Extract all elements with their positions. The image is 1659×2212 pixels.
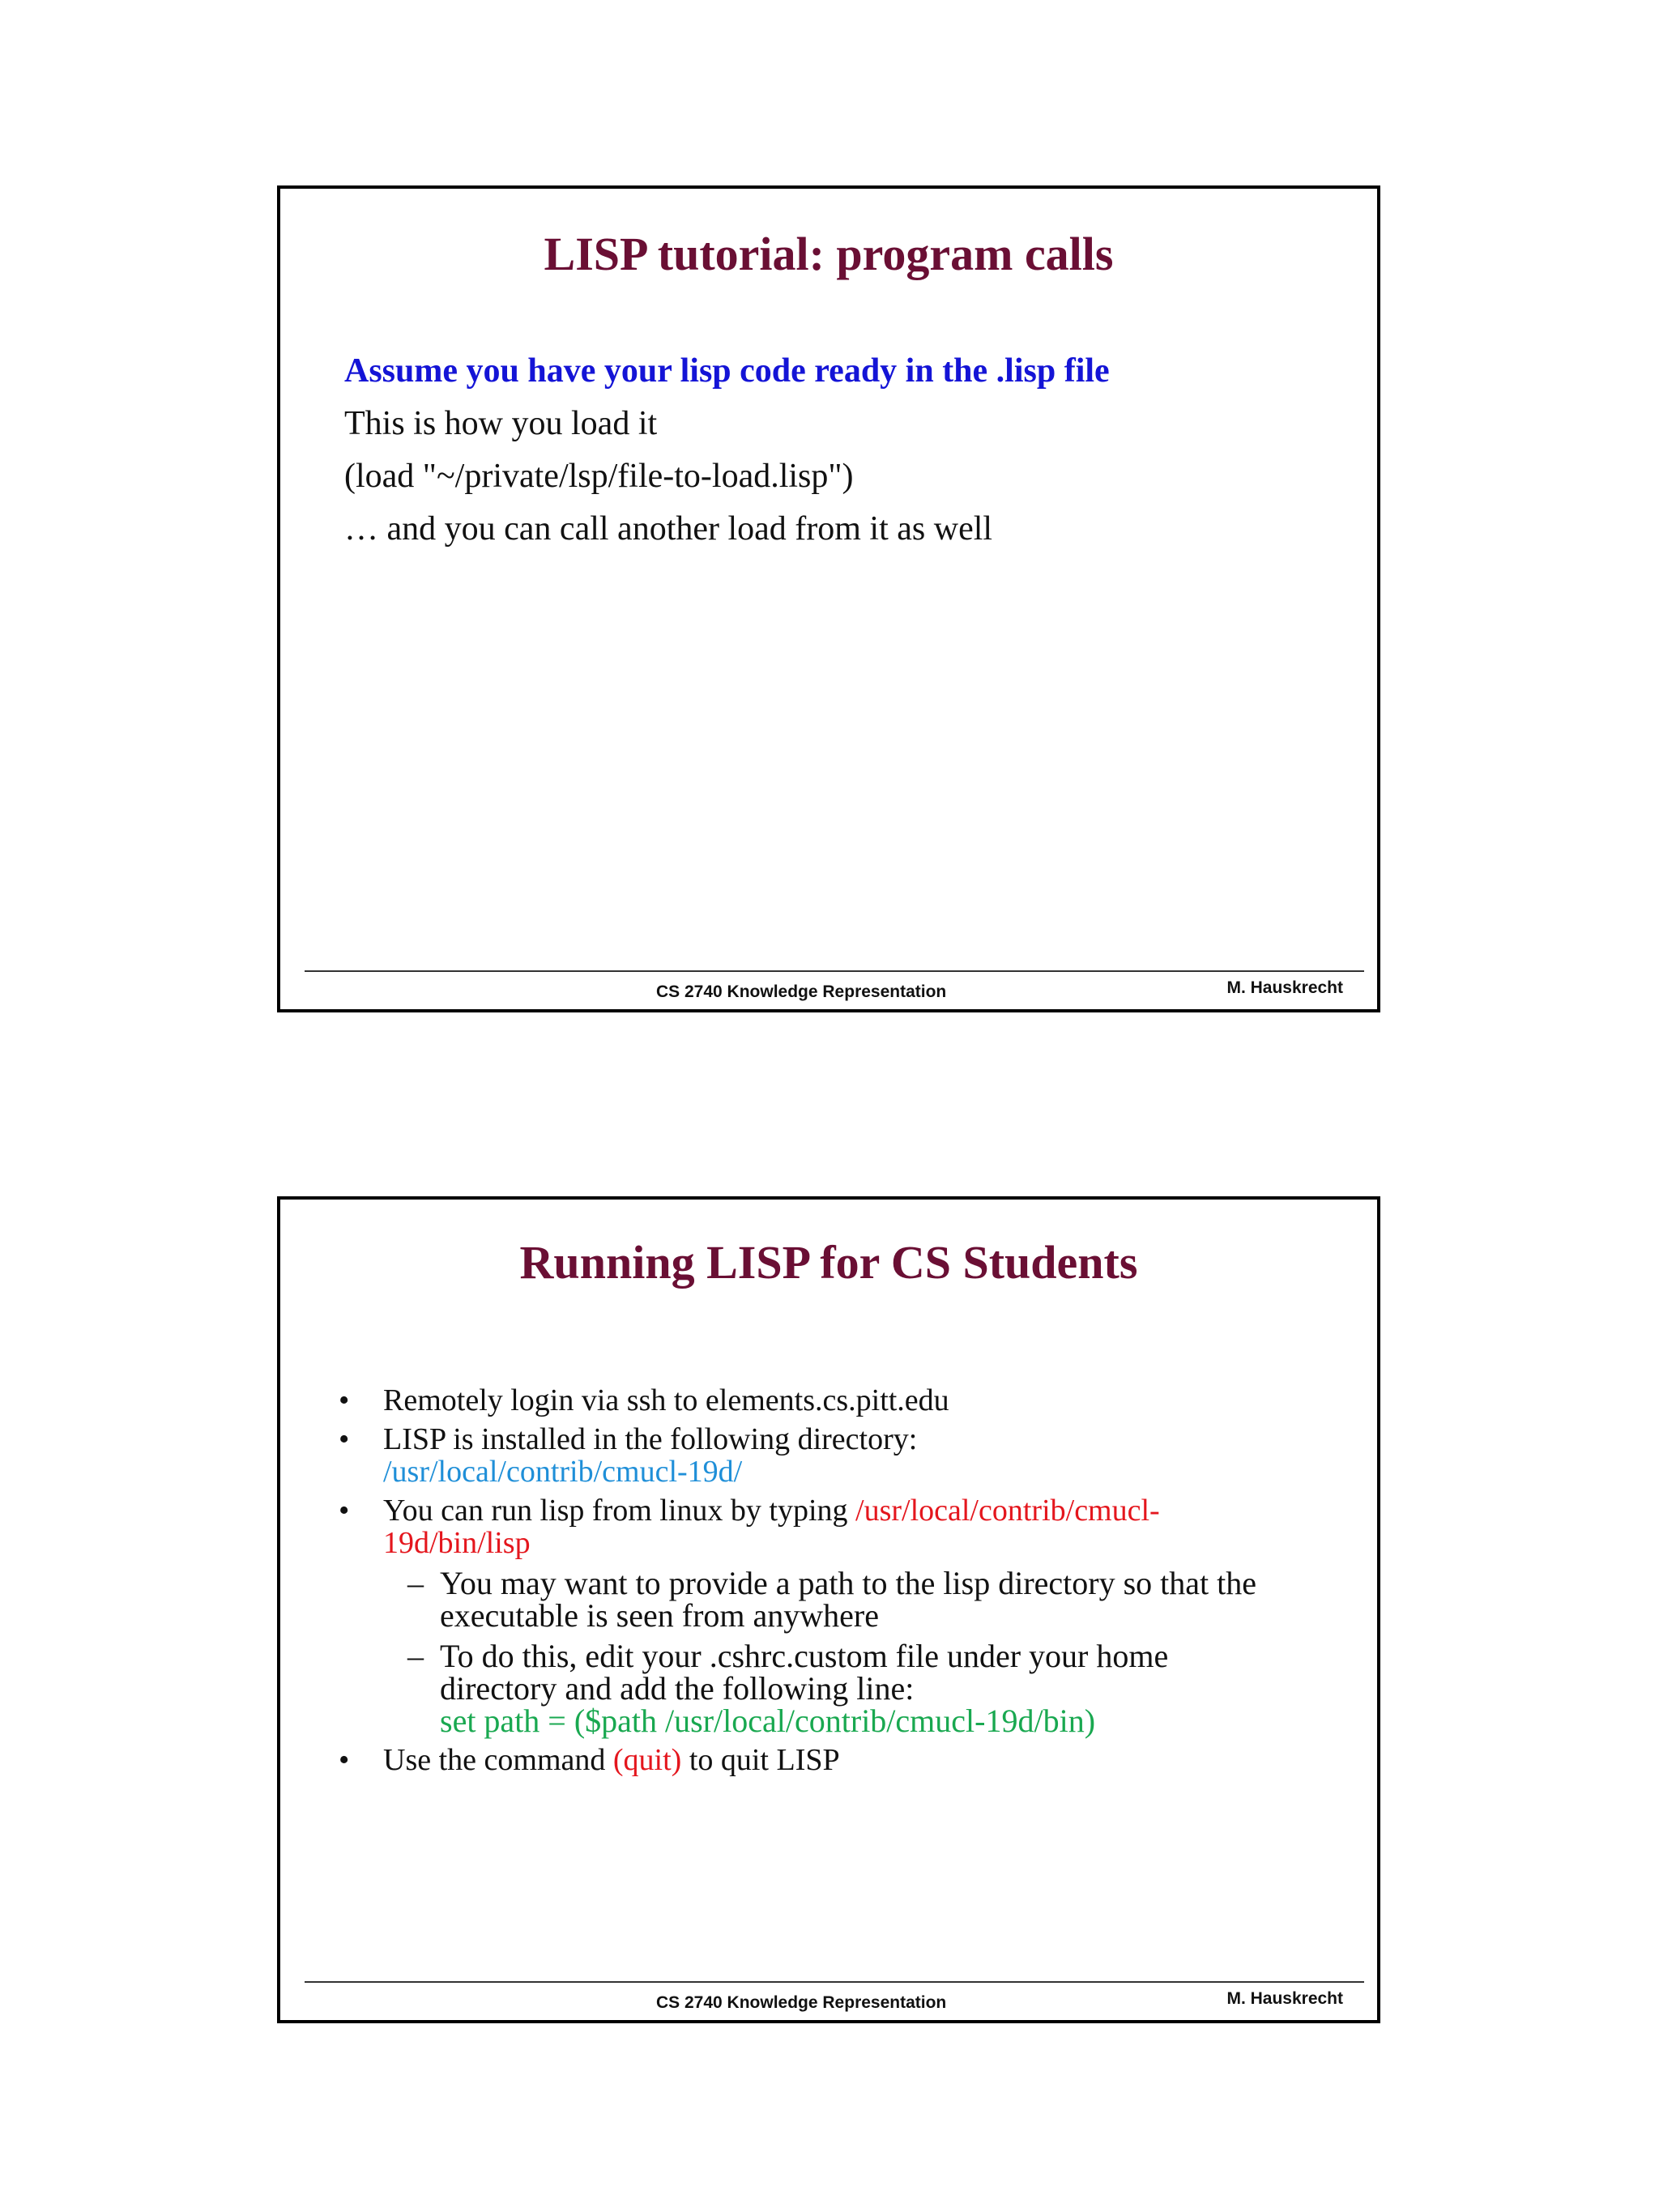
bullet-icon: • bbox=[339, 1494, 350, 1528]
bullet-text: LISP is installed in the following directory: bbox=[383, 1422, 918, 1456]
footer-course: CS 2740 Knowledge Representation bbox=[656, 1993, 947, 2012]
load-code-line: (load "~/private/lsp/file-to-load.lisp") bbox=[344, 458, 854, 495]
sub-text: You may want to provide a path to the lisp directory so that the bbox=[440, 1565, 1256, 1601]
bullet-text: Use the command bbox=[383, 1743, 613, 1777]
dash-icon: – bbox=[407, 1638, 424, 1674]
set-path-command: set path = ($path /usr/local/contrib/cmucl-19d/bin) bbox=[440, 1703, 1096, 1739]
bullet-text: You can run lisp from linux by typing bbox=[383, 1494, 856, 1528]
bullet-icon: • bbox=[339, 1422, 350, 1456]
bullet-item-quit bbox=[339, 1744, 1304, 1776]
lisp-binary-path-cont: 19d/bin/lisp bbox=[383, 1526, 531, 1560]
sub-item-provide-path bbox=[339, 1567, 1304, 1632]
sub-text-cont: directory and add the following line: bbox=[440, 1670, 915, 1707]
slide-body bbox=[344, 345, 1345, 556]
sub-item-edit-cshrc bbox=[339, 1640, 1304, 1737]
load-explanation-line: This is how you load it bbox=[344, 405, 658, 442]
dash-icon: – bbox=[407, 1565, 424, 1601]
footer-divider bbox=[305, 970, 1364, 972]
footer-author: M. Hauskrecht bbox=[1226, 1989, 1343, 2008]
slide-body bbox=[339, 1384, 1304, 1776]
bullet-icon: • bbox=[339, 1383, 350, 1417]
bullet-icon: • bbox=[339, 1743, 350, 1777]
sub-text: To do this, edit your .cshrc.custom file under your home bbox=[440, 1638, 1169, 1674]
slide-running-lisp bbox=[277, 1196, 1380, 2023]
bullet-text-end: to quit LISP bbox=[681, 1743, 840, 1777]
bullet-item-login bbox=[339, 1384, 1304, 1417]
bullet-text: Remotely login via ssh to elements.cs.pitt.edu bbox=[383, 1383, 949, 1417]
lisp-binary-path: /usr/local/contrib/cmucl- bbox=[855, 1494, 1160, 1528]
install-path: /usr/local/contrib/cmucl-19d/ bbox=[383, 1455, 743, 1489]
footer-author: M. Hauskrecht bbox=[1226, 978, 1343, 997]
footer-divider bbox=[305, 1981, 1364, 1983]
bullet-item-run-lisp bbox=[339, 1494, 1304, 1559]
nested-load-line: … and you can call another load from it as well bbox=[344, 510, 993, 548]
sub-text-cont: executable is seen from anywhere bbox=[440, 1597, 879, 1634]
slide-title: Running LISP for CS Students bbox=[519, 1236, 1138, 1289]
intro-line: Assume you have your lisp code ready in the .lisp file bbox=[344, 352, 1110, 390]
footer-course: CS 2740 Knowledge Representation bbox=[656, 982, 947, 1001]
slide-title: LISP tutorial: program calls bbox=[544, 228, 1114, 280]
quit-command: (quit) bbox=[612, 1743, 682, 1777]
bullet-item-install-dir bbox=[339, 1423, 1304, 1488]
slide-program-calls bbox=[277, 185, 1380, 1012]
